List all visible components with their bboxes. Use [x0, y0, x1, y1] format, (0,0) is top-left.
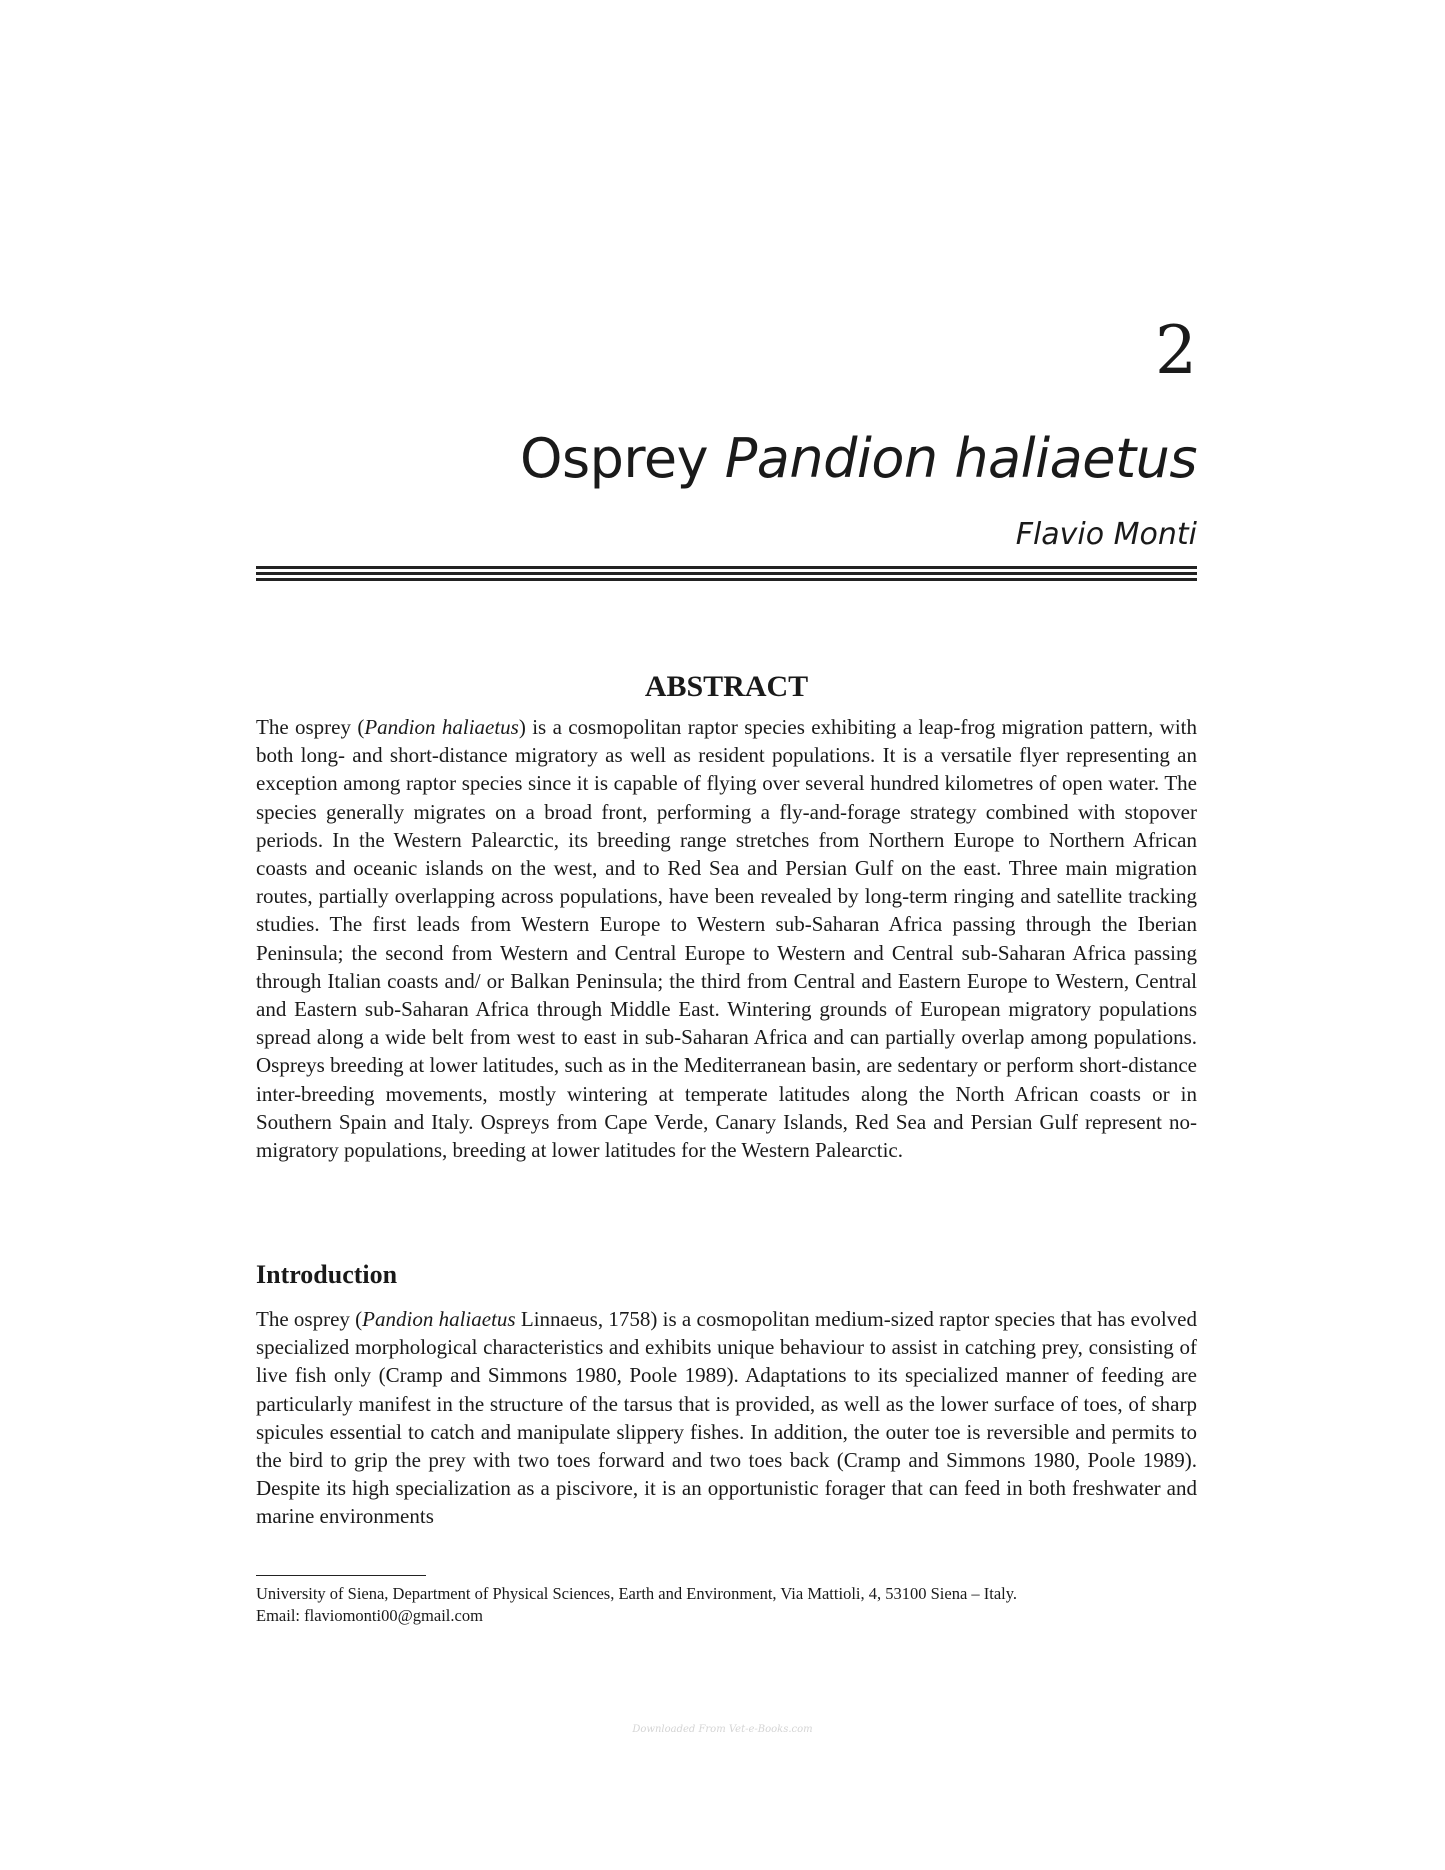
- divider-line: [256, 572, 1197, 575]
- footnote-email: Email: flaviomonti00@gmail.com: [256, 1606, 483, 1625]
- introduction-paragraph: [256, 1305, 1197, 1531]
- introduction-heading: Introduction: [256, 1260, 398, 1289]
- divider-line: [256, 578, 1197, 581]
- chapter-title-scientific: Pandion haliaetus: [724, 427, 1197, 490]
- abstract-text-rest: ) is a cosmopolitan raptor species exhibiting a leap-frog migration pattern, with both long- and short-distance migratory as well as resident populations. It is a versatile flyer representing an exception among raptor species since it is capable of flying over several hundred kilometres of open water. The species generally migrates on a broad front, performing a fly-and-forage strategy combined with stopover periods. In the Western Palearctic, its breeding range stretches from Northern Europe to Northern African coasts and oceanic islands on the west, and to Red Sea and Persian Gulf on the east. Three main migration routes, partially overlapping across populations, have been revealed by long-term ringing and satellite tracking studies. The first leads from Western Europe to Western sub-Saharan Africa passing through the Iberian Peninsula; the second from Western and Central Europe to Western and Central sub-Saharan Africa passing through Italian coasts and/ or Balkan Peninsula; the third from Central and Eastern Europe to Western, Central and Eastern sub-Saharan Africa through Middle East. Wintering grounds of European migratory populations spread along a wide belt from west to east in sub-Saharan Africa and can partially overlap among populations. Ospreys breeding at lower latitudes, such as in the Mediterranean basin, are sedentary or perform short-distance inter-breeding movements, mostly wintering at temperate latitudes along the North African coasts or in Southern Spain and Italy. Ospreys from Cape Verde, Canary Islands, Red Sea and Persian Gulf represent no-migratory populations, breeding at lower latitudes for the Western Palearctic.: [256, 715, 1197, 1163]
- watermark: Downloaded From Vet-e-Books.com: [632, 1724, 813, 1735]
- intro-species-name: Pandion haliaetus: [362, 1307, 516, 1331]
- abstract-paragraph: [256, 713, 1197, 1164]
- intro-text-rest: Linnaeus, 1758) is a cosmopolitan medium-sized raptor species that has evolved specialized morphological characteristics and exhibits unique behaviour to assist in catching prey, consisting of live fish only (Cramp and Simmons 1980, Poole 1989). Adaptations to its specialized manner of feeding are particularly manifest in the structure of the tarsus that is provided, as well as the lower surface of toes, of sharp spicules essential to catch and manipulate slippery fishes. In addition, the outer toe is reversible and permits to the bird to grip the prey with two toes forward and two toes back (Cramp and Simmons 1980, Poole 1989). Despite its high specialization as a piscivore, it is an opportunistic forager that can feed in both freshwater and marine environments: [256, 1307, 1197, 1529]
- footnote-affiliation: University of Siena, Department of Physical Sciences, Earth and Environment, Via Mattioli, 4, 53100 Siena – Italy.: [256, 1584, 1018, 1603]
- chapter-author: Flavio Monti: [1015, 517, 1197, 552]
- footnote: [256, 1583, 1197, 1627]
- abstract-species-name: Pandion haliaetus: [364, 715, 519, 739]
- chapter-title: [519, 427, 1197, 490]
- chapter-title-common: Osprey: [519, 427, 709, 490]
- abstract-text-start: The osprey (: [256, 715, 365, 739]
- divider-line: [256, 566, 1197, 569]
- footnote-divider: [256, 1575, 426, 1576]
- intro-text-start: The osprey (: [256, 1307, 363, 1331]
- chapter-number: 2: [1155, 312, 1197, 389]
- abstract-heading: ABSTRACT: [644, 670, 809, 703]
- title-divider: [256, 566, 1197, 584]
